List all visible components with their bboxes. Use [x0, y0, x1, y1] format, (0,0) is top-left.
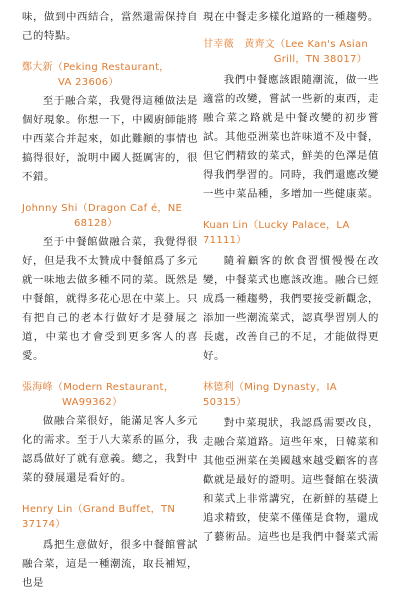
heading-line1: 張海峰（Modern Restaurant，	[22, 382, 175, 393]
heading-line1: Henry Lin（Grand Buffet，TN 37174）	[22, 504, 186, 530]
entry-body: 至于中餐館做融合菜，我覺得很好，但是我不太贊成中餐館爲了多元就一味地去做多種不同的菜。既然是中餐館，就得多花心思在中菜上。只有把自己的老本行做好才是發展之道，中菜也才會受到更多客人的喜愛。	[22, 236, 198, 362]
entry-heading	[22, 380, 198, 410]
entry-heading	[22, 201, 198, 231]
entry-body: 做融合菜很好，能滿足客人多元化的需求。至于八大菜系的區分，我認爲做好了就有意義。總之，我對中菜的發展還是看好的。	[22, 415, 198, 484]
left-intro-text: 味，做到中西結合，當然還需保持自己的特點。	[22, 11, 198, 42]
entry-heading	[203, 37, 379, 67]
left-column	[22, 8, 198, 593]
heading-line1: Kuan Lin（Lucky Palace，LA	[203, 220, 350, 231]
entry-heading	[22, 502, 198, 532]
entry-heading	[203, 218, 379, 248]
heading-line2: WA99362）	[62, 397, 123, 408]
heading-line1: Johnny Shi（Dragon Caf é，NE	[22, 203, 183, 214]
entry-body: 至于融合菜，我覺得這種做法是個好現象。你想一下，中國廚師能將中西菜合并起來，如此難顚的事情也搞得很好，說明中國人挺厲害的，很不錯。	[22, 95, 198, 183]
entry-heading	[203, 380, 379, 410]
heading-line2: VA 23606）	[58, 77, 119, 88]
entry-body: 爲把生意做好，很多中餐館嘗試融合菜，這是一種潮流，取長補短，也是	[22, 539, 198, 589]
heading-line2: 71111）	[203, 235, 247, 246]
right-column	[203, 8, 379, 547]
heading-line2: 68128）	[74, 218, 118, 229]
entry-heading	[22, 60, 198, 90]
right-intro-text: 現在中餐走多樣化道路的一種趨勢。	[203, 11, 379, 23]
entry-body: 對中菜現狀，我認爲需要改良，走融合菜道路。這些年來，日韓菜和其他亞洲菜在美國越來越受顧客的喜歡就是最好的證明。這些餐館在裝潢和菜式上非常講究，在新鮮的基礎上追求精致，使菜不僅僅是食物，還成了藝術品。這些也是我們中餐菜式需	[203, 417, 379, 543]
heading-line1: 林德利（Ming Dynasty，IA 50315）	[203, 382, 348, 408]
heading-line2: Grill，TN 38017）	[273, 54, 367, 65]
heading-line1: 鄭大新（Peking Restaurant，	[22, 62, 170, 73]
entry-body: 隨着顧客的飲食習慣慢慢在改變，中餐菜式也應該改進。融合已經成爲一種趨勢，我們要接受新觀念，添加一些潮流菜式，認真學習別人的長處，改善自己的不足，才能做得更好。	[203, 255, 379, 362]
heading-line1: 甘幸薇 黄齊文（Lee Kan's Asian	[203, 39, 369, 50]
entry-body: 我們中餐應該跟隨潮流，做一些適當的改變，嘗試一些新的東西，走融合菜之路就是中餐改變的初步嘗試。其他亞洲菜也許味道不及中餐，但它們精致的菜式，鮮美的色澤是值得我們學習的。同時，我們還應改變一些中菜品種，多增加一些健康菜。	[203, 74, 379, 200]
